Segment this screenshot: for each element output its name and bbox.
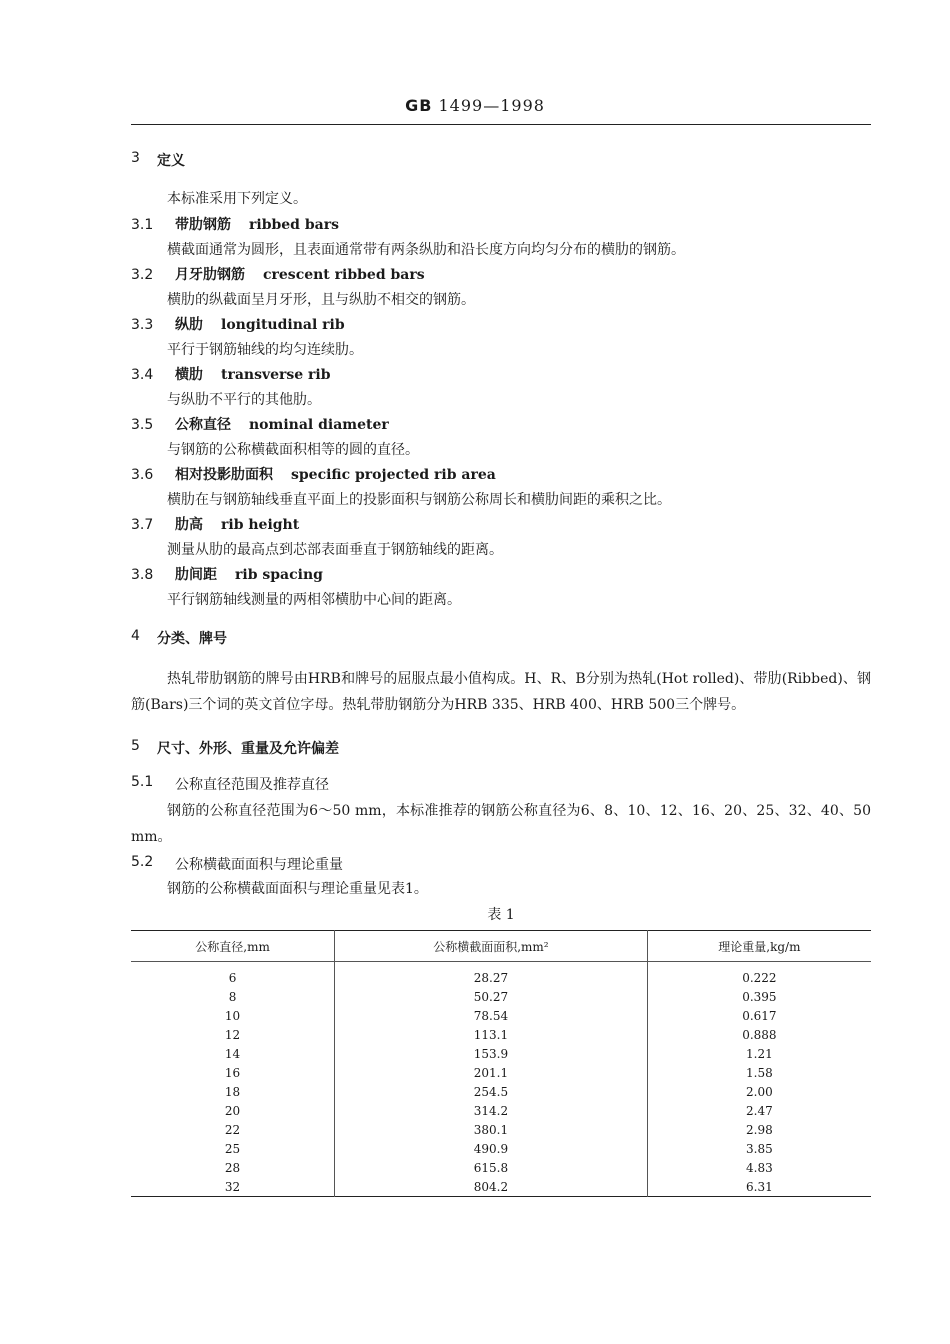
definition-text: 测量从肋的最高点到芯部表面垂直于钢筋轴线的距离。	[167, 542, 503, 558]
definition-heading	[131, 314, 871, 339]
definition-heading	[131, 264, 871, 289]
cell-diameter: 6	[228, 970, 237, 985]
table-row	[131, 1082, 871, 1101]
cell-weight: 2.00	[647, 1082, 871, 1101]
term-chinese: 肋间距	[175, 567, 217, 583]
term-english: specific projected rib area	[291, 467, 496, 483]
term-english: crescent ribbed bars	[263, 267, 425, 283]
section-title: 定义	[157, 153, 185, 169]
definition-text: 横肋的纵截面呈月牙形，且与纵肋不相交的钢筋。	[167, 292, 475, 308]
term-chinese: 月牙肋钢筋	[175, 267, 245, 283]
table-row	[131, 1025, 871, 1044]
section-title: 分类、牌号	[157, 631, 227, 647]
cell-diameter: 14	[224, 1046, 241, 1061]
definition-text: 横截面通常为圆形，且表面通常带有两条纵肋和沿长度方向均匀分布的横肋的钢筋。	[167, 242, 685, 258]
term-chinese: 公称直径	[175, 417, 231, 433]
cell-area: 113.1	[335, 1025, 648, 1044]
definition-number: 3.2	[131, 267, 154, 283]
definition-heading	[131, 514, 871, 539]
cell-area: 615.8	[335, 1158, 648, 1177]
column-header-area: 公称横截面面积,mm²	[335, 931, 648, 962]
cell-diameter: 10	[224, 1008, 241, 1023]
cell-weight: 2.47	[647, 1101, 871, 1120]
cell-area: 153.9	[335, 1044, 648, 1063]
table-body	[131, 962, 871, 1197]
cell-weight: 2.98	[647, 1120, 871, 1139]
subsection-title: 公称横截面面积与理论重量	[175, 857, 343, 873]
definition-number: 3.4	[131, 367, 154, 383]
cell-diameter: 8	[228, 989, 237, 1004]
definition-heading	[131, 464, 871, 489]
definition-text: 横肋在与钢筋轴线垂直平面上的投影面积与钢筋公称周长和横肋间距的乘积之比。	[167, 492, 671, 508]
definition-heading	[131, 364, 871, 389]
definition-number: 3.1	[131, 217, 154, 233]
term-english: rib spacing	[235, 567, 323, 583]
definition-text: 平行钢筋轴线测量的两相邻横肋中心间的距离。	[167, 592, 461, 608]
standard-number: 1499—1998	[438, 96, 545, 115]
cell-area: 28.27	[335, 962, 648, 988]
section-5-heading	[131, 738, 871, 764]
rebar-properties-table	[131, 930, 871, 1197]
definition-heading	[131, 214, 871, 239]
cell-weight: 0.222	[647, 962, 871, 988]
cell-area: 201.1	[335, 1063, 648, 1082]
subsection-5-2-heading	[131, 854, 871, 878]
cell-weight: 0.888	[647, 1025, 871, 1044]
cell-area: 78.54	[335, 1006, 648, 1025]
term-chinese: 横肋	[175, 367, 203, 383]
table-row	[131, 962, 871, 988]
document-body	[131, 150, 871, 1197]
table-row	[131, 1101, 871, 1120]
subsection-number: 5.2	[131, 854, 154, 870]
cell-weight: 1.58	[647, 1063, 871, 1082]
cell-weight: 6.31	[647, 1177, 871, 1197]
definitions-list	[131, 214, 871, 614]
cell-weight: 0.395	[647, 987, 871, 1006]
definition-heading	[131, 414, 871, 439]
section-4-paragraph: 热轧带肋钢筋的牌号由HRB和牌号的屈服点最小值构成。H、R、B分别为热轧(Hot rolled)、带肋(Ribbed)、钢筋(Bars)三个词的英文首位字母。热轧带肋钢筋分为HRB 335、HRB 400、HRB 500三个牌号。	[131, 671, 871, 713]
table-row	[131, 1006, 871, 1025]
cell-area: 314.2	[335, 1101, 648, 1120]
standard-code: GB	[405, 96, 433, 115]
cell-area: 254.5	[335, 1082, 648, 1101]
cell-weight: 1.21	[647, 1044, 871, 1063]
definition-text: 与钢筋的公称横截面积相等的圆的直径。	[167, 442, 419, 458]
subsection-5-1-paragraph: 钢筋的公称直径范围为6～50 mm，本标准推荐的钢筋公称直径为6、8、10、12、16、20、25、32、40、50 mm。	[131, 803, 871, 845]
definition-heading	[131, 564, 871, 589]
table-row	[131, 1177, 871, 1197]
cell-weight: 4.83	[647, 1158, 871, 1177]
table-row	[131, 1139, 871, 1158]
cell-area: 50.27	[335, 987, 648, 1006]
definition-text: 平行于钢筋轴线的均匀连续肋。	[167, 342, 363, 358]
table-header-row	[131, 931, 871, 962]
term-english: transverse rib	[221, 367, 331, 383]
cell-diameter: 16	[224, 1065, 241, 1080]
definition-number: 3.3	[131, 317, 154, 333]
cell-diameter: 22	[224, 1122, 241, 1137]
section-number: 4	[131, 628, 140, 644]
cell-area: 380.1	[335, 1120, 648, 1139]
definition-text: 与纵肋不平行的其他肋。	[167, 392, 321, 408]
cell-diameter: 32	[224, 1179, 241, 1194]
subsection-5-1-heading	[131, 774, 871, 798]
term-english: rib height	[221, 517, 300, 533]
column-header-weight: 理论重量,kg/m	[647, 931, 871, 962]
cell-diameter: 25	[224, 1141, 241, 1156]
table-row	[131, 1044, 871, 1063]
section-number: 3	[131, 150, 140, 166]
cell-area: 490.9	[335, 1139, 648, 1158]
table-row	[131, 1158, 871, 1177]
definition-number: 3.5	[131, 417, 154, 433]
term-chinese: 肋高	[175, 517, 203, 533]
subsection-5-2-paragraph: 钢筋的公称横截面面积与理论重量见表1。	[167, 881, 428, 897]
column-header-diameter: 公称直径,mm	[131, 931, 335, 962]
cell-weight: 0.617	[647, 1006, 871, 1025]
table-caption: 表 1	[487, 907, 515, 923]
subsection-number: 5.1	[131, 774, 154, 790]
definition-number: 3.7	[131, 517, 154, 533]
definition-number: 3.8	[131, 567, 154, 583]
table-row	[131, 1063, 871, 1082]
term-english: longitudinal rib	[221, 317, 345, 333]
header-rule	[131, 124, 871, 125]
cell-weight: 3.85	[647, 1139, 871, 1158]
section-title: 尺寸、外形、重量及允许偏差	[157, 741, 339, 757]
section-3-heading	[131, 150, 871, 174]
definition-number: 3.6	[131, 467, 154, 483]
section-number: 5	[131, 738, 140, 754]
table-row	[131, 987, 871, 1006]
table-row	[131, 1120, 871, 1139]
section-3-intro: 本标准采用下列定义。	[167, 191, 307, 207]
page-header	[0, 96, 950, 115]
cell-area: 804.2	[335, 1177, 648, 1197]
term-english: ribbed bars	[249, 217, 339, 233]
cell-diameter: 20	[224, 1103, 241, 1118]
term-chinese: 相对投影肋面积	[175, 467, 273, 483]
cell-diameter: 12	[224, 1027, 241, 1042]
cell-diameter: 28	[224, 1160, 241, 1175]
term-chinese: 带肋钢筋	[175, 217, 231, 233]
term-chinese: 纵肋	[175, 317, 203, 333]
cell-diameter: 18	[224, 1084, 241, 1099]
subsection-title: 公称直径范围及推荐直径	[175, 777, 329, 793]
term-english: nominal diameter	[249, 417, 389, 433]
section-4-heading	[131, 628, 871, 654]
